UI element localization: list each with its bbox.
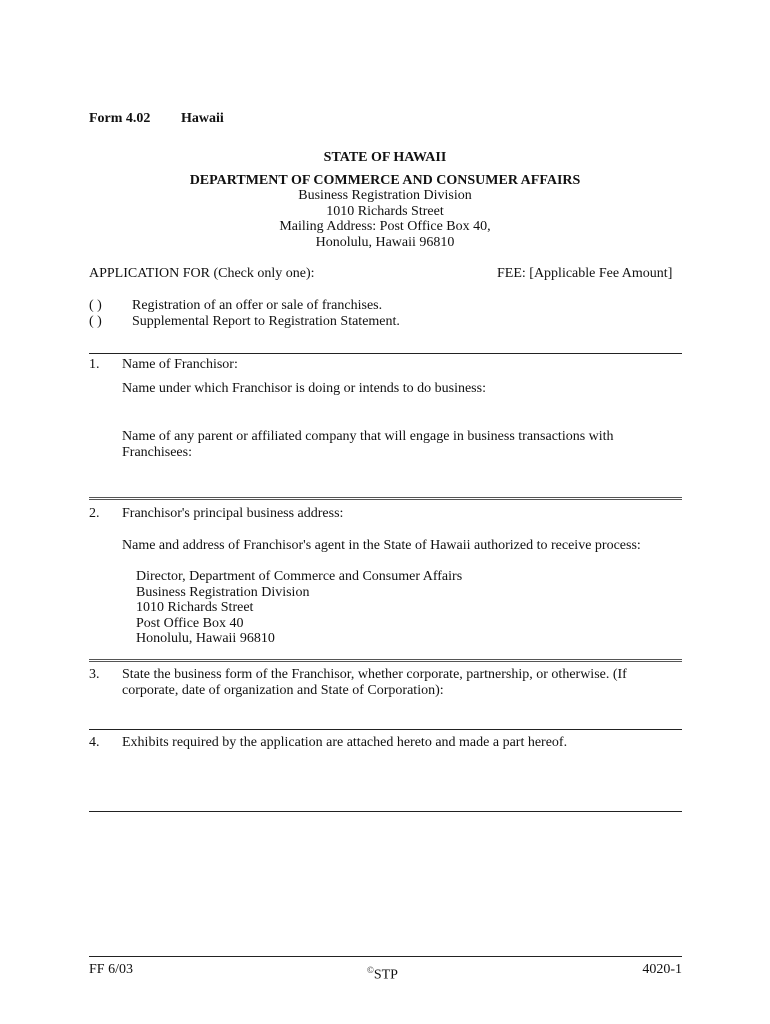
agent-address-line: 1010 Richards Street bbox=[136, 600, 254, 615]
form-number: Form 4.02 bbox=[89, 111, 151, 126]
agent-address-line: Post Office Box 40 bbox=[136, 616, 244, 631]
divider bbox=[89, 729, 682, 730]
item-3-text-line1: State the business form of the Franchisor, whether corporate, partnership, or otherwise. (If bbox=[122, 667, 627, 682]
option-checkbox-registration[interactable]: ( ) bbox=[89, 298, 102, 313]
form-state: Hawaii bbox=[181, 111, 224, 126]
item-2-principal-address: Franchisor's principal business address: bbox=[122, 506, 344, 521]
option-label-registration: Registration of an offer or sale of franchises. bbox=[132, 298, 383, 313]
agent-address-line: Business Registration Division bbox=[136, 585, 310, 600]
item-2-agent-label: Name and address of Franchisor's agent in the State of Hawaii authorized to receive process: bbox=[122, 538, 641, 553]
item-1-parent-line2: Franchisees: bbox=[122, 445, 192, 460]
agency-mailing: Mailing Address: Post Office Box 40, bbox=[279, 219, 491, 234]
copyright-mark: © bbox=[367, 965, 374, 975]
divider bbox=[89, 353, 682, 354]
footer-rule bbox=[89, 956, 682, 957]
agency-street: 1010 Richards Street bbox=[326, 204, 444, 219]
item-1-parent-line1: Name of any parent or affiliated company that will engage in business transactions with bbox=[122, 429, 614, 444]
fee-label: FEE: [Applicable Fee Amount] bbox=[497, 266, 673, 281]
item-2-number: 2. bbox=[89, 506, 100, 521]
item-1-franchisor-name: Name of Franchisor: bbox=[122, 357, 238, 372]
divider bbox=[89, 659, 682, 662]
footer-publisher: STP bbox=[373, 967, 398, 983]
divider bbox=[89, 497, 682, 500]
agency-division: Business Registration Division bbox=[298, 188, 472, 203]
agent-address-line: Director, Department of Commerce and Consumer Affairs bbox=[136, 569, 463, 584]
item-4-text: Exhibits required by the application are attached hereto and made a part hereof. bbox=[122, 735, 568, 750]
footer-copyright bbox=[367, 962, 398, 984]
application-label: APPLICATION FOR (Check only one): bbox=[89, 266, 315, 281]
footer-form-date: FF 6/03 bbox=[89, 962, 133, 977]
item-1-number: 1. bbox=[89, 357, 100, 372]
divider bbox=[89, 811, 682, 812]
item-4-number: 4. bbox=[89, 735, 100, 750]
footer-page-number: 4020-1 bbox=[642, 962, 682, 977]
option-label-supplemental: Supplemental Report to Registration Statement. bbox=[132, 314, 400, 329]
item-3-text-line2: corporate, date of organization and State of Corporation): bbox=[122, 683, 444, 698]
item-1-business-name: Name under which Franchisor is doing or intends to do business: bbox=[122, 381, 486, 396]
option-checkbox-supplemental[interactable]: ( ) bbox=[89, 314, 102, 329]
agency-department: DEPARTMENT OF COMMERCE AND CONSUMER AFFAIRS bbox=[189, 173, 581, 188]
agency-state: STATE OF HAWAII bbox=[323, 150, 447, 165]
agent-address-line: Honolulu, Hawaii 96810 bbox=[136, 631, 275, 646]
agency-city: Honolulu, Hawaii 96810 bbox=[315, 235, 455, 250]
item-3-number: 3. bbox=[89, 667, 100, 682]
